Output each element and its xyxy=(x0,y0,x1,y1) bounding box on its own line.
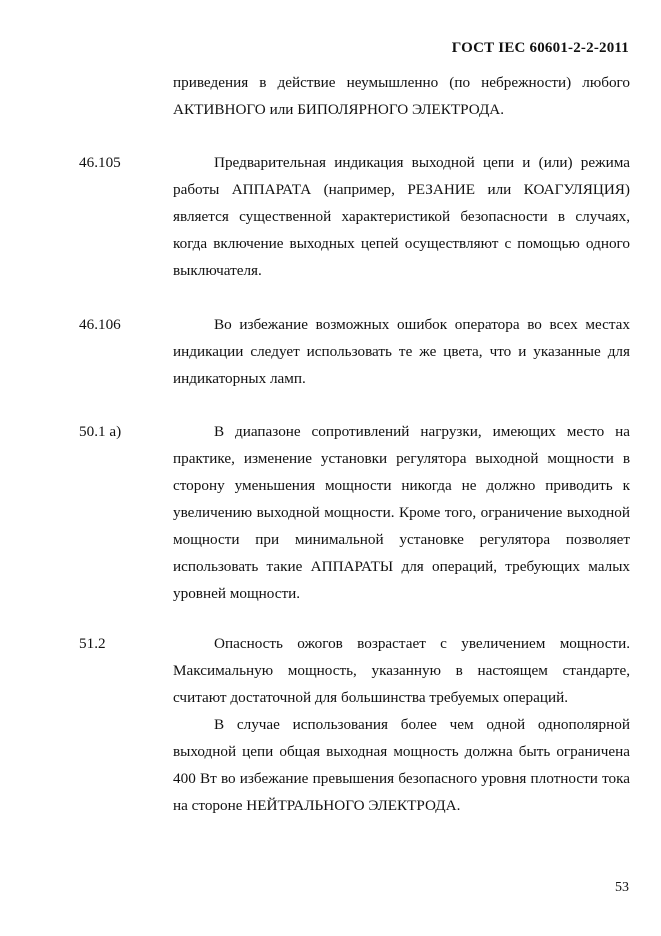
document-header: ГОСТ IEC 60601-2-2-2011 xyxy=(451,40,629,56)
clause-paragraph: Опасность ожогов возрастает с увеличением мощности. Максимальную мощность, указанную в настоящем стандарте, считают достаточной для большинства требуемых операций. xyxy=(173,635,630,706)
clause-body xyxy=(173,630,630,819)
clause-number: 46.105 xyxy=(79,154,121,171)
page-number: 53 xyxy=(615,880,629,895)
clause-body xyxy=(173,418,630,607)
clause-paragraph: В случае использования более чем одной однополярной выходной цепи общая выходная мощность должна быть ограничена 400 Вт во избежание превышения безопасного уровня плотности тока на стороне НЕЙТРАЛЬНОГО ЭЛЕКТРОДА. xyxy=(173,716,630,814)
clause-paragraph: Предварительная индикация выходной цепи и (или) режима работы АППАРАТА (например, РЕЗАНИЕ или КОАГУЛЯЦИЯ) является существенной характеристикой безопасности в случаях, когда включение выходных цепей осуществляют с помощью одного выключателя. xyxy=(173,154,630,279)
clause-paragraph: В диапазоне сопротивлений нагрузки, имеющих место на практике, изменение установки регулятора выходной мощности в сторону уменьшения мощности никогда не должно приводить к увеличению выходной мощности. Кроме того, ограничение выходной мощности при минимальной установке регулятора позволяет использовать такие АППАРАТЫ для операций, требующих малых уровней мощности. xyxy=(173,423,630,602)
clause-number: 50.1 а) xyxy=(79,423,122,440)
clause-number: 46.106 xyxy=(79,316,121,333)
clause-body xyxy=(173,311,630,392)
clause-paragraph: Во избежание возможных ошибок оператора во всех местах индикации следует использовать те же цвета, что и указанные для индикаторных ламп. xyxy=(173,316,630,387)
clause-body xyxy=(173,149,630,284)
intro-text: приведения в действие неумышленно (по небрежности) любого АКТИВНОГО или БИПОЛЯРНОГО ЭЛЕКТРОДА. xyxy=(173,74,630,118)
intro-paragraph xyxy=(173,69,630,123)
clause-number: 51.2 xyxy=(79,635,106,652)
